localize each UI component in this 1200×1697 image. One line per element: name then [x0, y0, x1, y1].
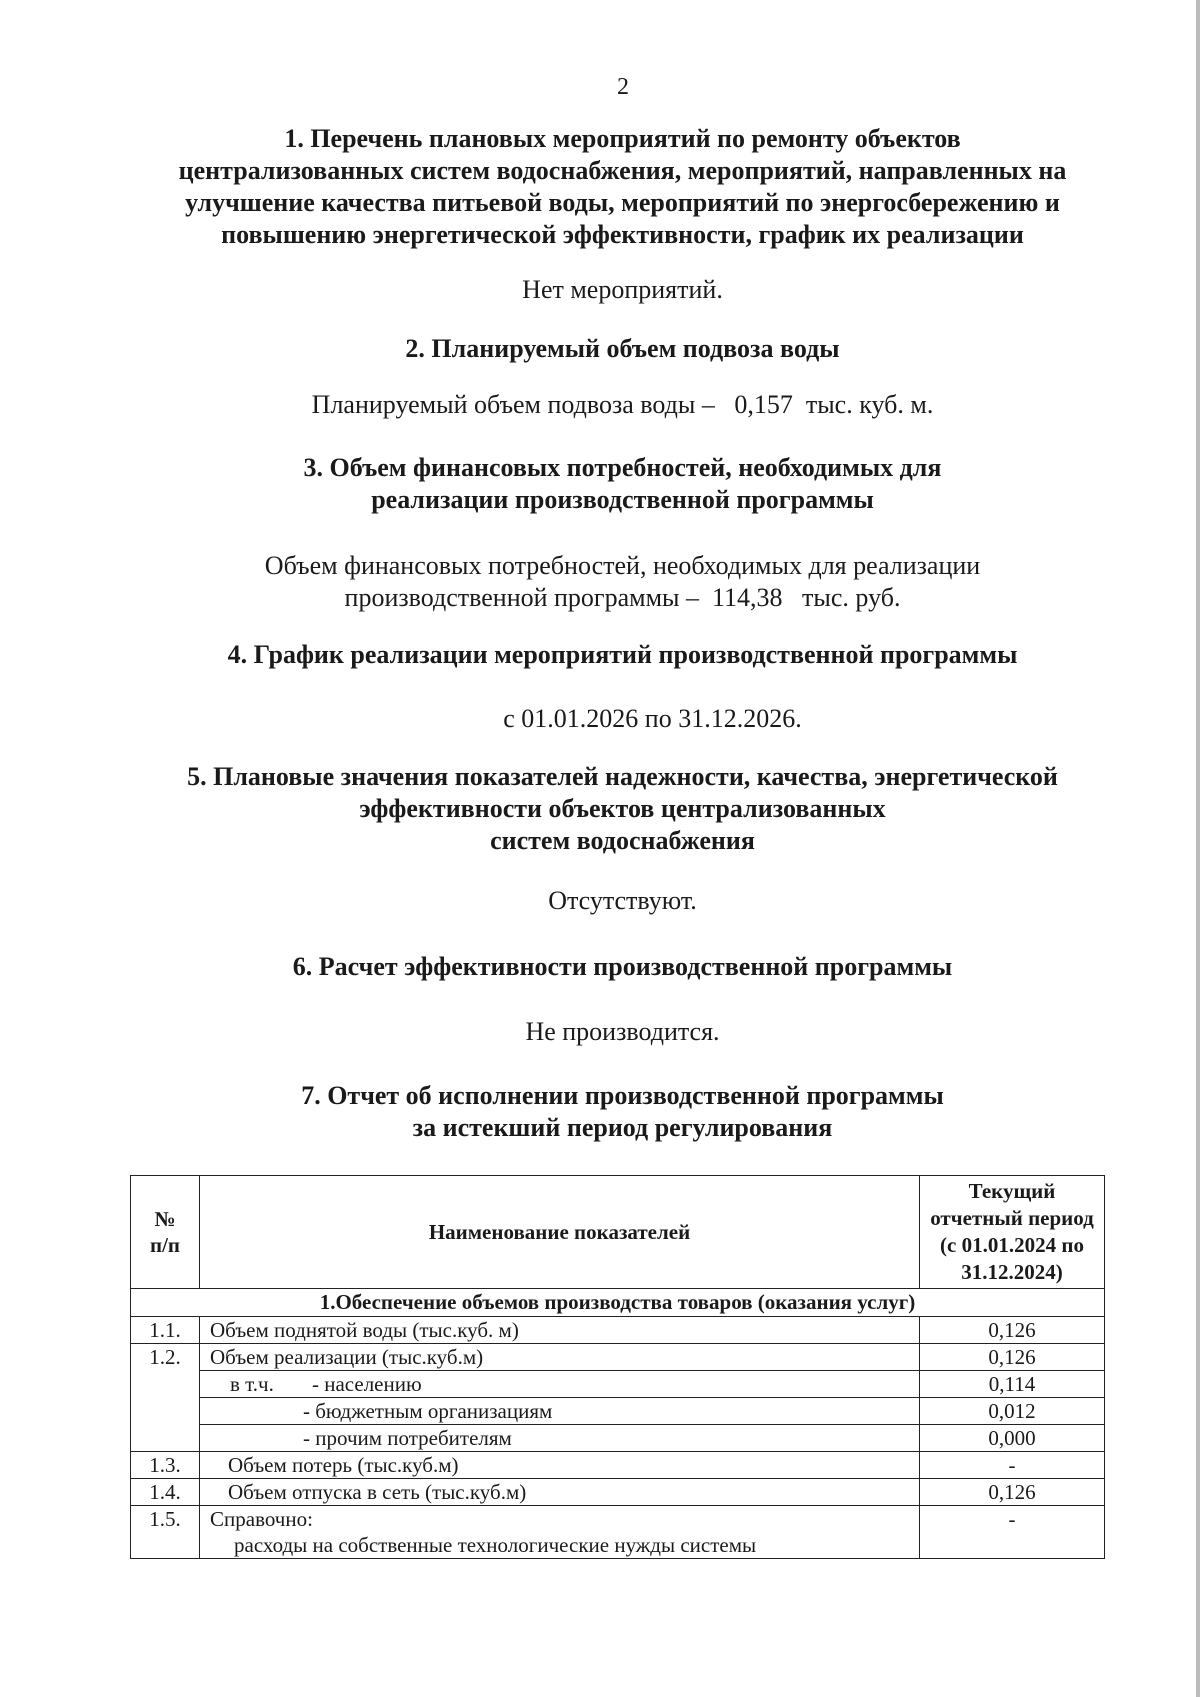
header-value-line: 31.12.2024): [961, 1260, 1063, 1284]
row-name-text: - населению: [312, 1372, 422, 1396]
row-number: [131, 1425, 200, 1452]
section-3-heading: [100, 452, 1145, 516]
row-name: [200, 1317, 920, 1344]
row-number: 1.5.: [131, 1506, 200, 1559]
section-5-heading: [100, 761, 1145, 857]
section-7-heading: [100, 1080, 1145, 1144]
header-name: Наименование показателей: [200, 1176, 920, 1289]
row-value: 0,126: [920, 1344, 1105, 1371]
table-row: [131, 1452, 1105, 1479]
row-name: [200, 1344, 920, 1371]
table-row: [131, 1506, 1105, 1559]
table-row: [131, 1398, 1105, 1425]
row-number: 1.1.: [131, 1317, 200, 1344]
row-value: 0,114: [920, 1371, 1105, 1398]
row-name: [200, 1425, 920, 1452]
table-header-row: [131, 1176, 1105, 1289]
section-6-body: [100, 1016, 1145, 1048]
section-3-body-line: производственной программы – 114,38 тыс. руб.: [344, 583, 901, 612]
section-5-body: [100, 885, 1145, 917]
section-7-heading-line: за истекший период регулирования: [412, 1113, 833, 1142]
table-row: [131, 1479, 1105, 1506]
section-6-heading-line: 6. Расчет эффективности производственной программы: [292, 952, 953, 981]
section-3-body-line: Объем финансовых потребностей, необходимых для реализации: [264, 551, 981, 580]
row-name-text: Объем реализации (тыс.куб.м): [210, 1345, 484, 1369]
header-value-line: Текущий: [968, 1179, 1056, 1203]
section-2-heading-line: 2. Планируемый объем подвоза воды: [405, 334, 840, 363]
section-5-heading-line: систем водоснабжения: [490, 826, 755, 855]
row-name-text: Справочно:: [210, 1507, 313, 1531]
section-1-body-line: Нет мероприятий.: [522, 275, 723, 304]
row-number: [131, 1398, 200, 1425]
section-2-body: [100, 389, 1145, 421]
row-name: [200, 1479, 920, 1506]
section-5-body-line: Отсутствуют.: [548, 886, 697, 915]
row-name-prefix: в т.ч.: [230, 1372, 274, 1396]
row-name: [200, 1398, 920, 1425]
row-number: 1.4.: [131, 1479, 200, 1506]
section-1-heading-line: повышению энергетической эффективности, график их реализации: [221, 220, 1024, 249]
header-value-line: (с 01.01.2024 по: [940, 1233, 1084, 1257]
row-name-text: Объем поднятой воды (тыс.куб. м): [210, 1318, 519, 1342]
section-1-heading-line: централизованных систем водоснабжения, мероприятий, направленных на: [178, 156, 1067, 185]
table-section-title: 1.Обеспечение объемов производства товаров (оказания услуг): [131, 1289, 1105, 1317]
row-value: -: [920, 1506, 1105, 1559]
row-name-text-line2: расходы на собственные технологические нужды системы: [234, 1533, 757, 1557]
row-value: -: [920, 1452, 1105, 1479]
section-4-heading-line: 4. График реализации мероприятий производственной программы: [227, 640, 1018, 669]
table-row: [131, 1425, 1105, 1452]
row-value: 0,126: [920, 1317, 1105, 1344]
section-1-body: [100, 274, 1145, 306]
section-4-body-line: с 01.01.2026 по 31.12.2026.: [503, 704, 802, 733]
header-number-line: №: [154, 1207, 176, 1231]
section-4-heading: [100, 639, 1145, 671]
section-1-heading-line: 1. Перечень плановых мероприятий по ремонту объектов: [284, 124, 961, 153]
table-section-row: [131, 1289, 1105, 1317]
header-number: [131, 1176, 200, 1289]
header-number-line: п/п: [149, 1233, 181, 1257]
page-edge-shadow: [1196, 0, 1200, 1697]
row-name-text: - прочим потребителям: [303, 1426, 512, 1450]
section-5-heading-line: 5. Плановые значения показателей надежности, качества, энергетической: [187, 762, 1058, 791]
section-7-heading-line: 7. Отчет об исполнении производственной программы: [301, 1081, 944, 1110]
section-5-heading-line: эффективности объектов централизованных: [359, 794, 886, 823]
section-1-heading-line: улучшение качества питьевой воды, мероприятий по энергосбережению и: [185, 188, 1060, 217]
row-value: 0,126: [920, 1479, 1105, 1506]
row-name: [200, 1506, 920, 1559]
header-value-line: отчетный период: [930, 1206, 1094, 1230]
row-number: [131, 1371, 200, 1398]
row-name-text: Объем отпуска в сеть (тыс.куб.м): [228, 1480, 527, 1504]
header-value: [920, 1176, 1105, 1289]
section-3-heading-line: 3. Объем финансовых потребностей, необходимых для: [303, 453, 942, 482]
section-1-heading: [100, 123, 1145, 251]
row-number: 1.2.: [131, 1344, 200, 1371]
row-name: [200, 1371, 920, 1398]
page-number: 2: [617, 74, 629, 100]
section-4-body: [130, 703, 1175, 735]
table-row: [131, 1317, 1105, 1344]
section-3-heading-line: реализации производственной программы: [371, 485, 874, 514]
row-value: 0,000: [920, 1425, 1105, 1452]
row-name-text: Объем потерь (тыс.куб.м): [228, 1453, 459, 1477]
row-number: 1.3.: [131, 1452, 200, 1479]
table-row: [131, 1344, 1105, 1371]
row-name-text: - бюджетным организациям: [303, 1399, 553, 1423]
section-3-body: [100, 550, 1145, 614]
row-value: 0,012: [920, 1398, 1105, 1425]
section-6-heading: [100, 951, 1145, 983]
section-6-body-line: Не производится.: [525, 1017, 720, 1046]
row-name: [200, 1452, 920, 1479]
section-2-heading: [100, 333, 1145, 365]
section-2-body-line: Планируемый объем подвоза воды – 0,157 тыс. куб. м.: [311, 390, 934, 419]
table-row: [131, 1371, 1105, 1398]
report-table: [130, 1175, 1105, 1559]
